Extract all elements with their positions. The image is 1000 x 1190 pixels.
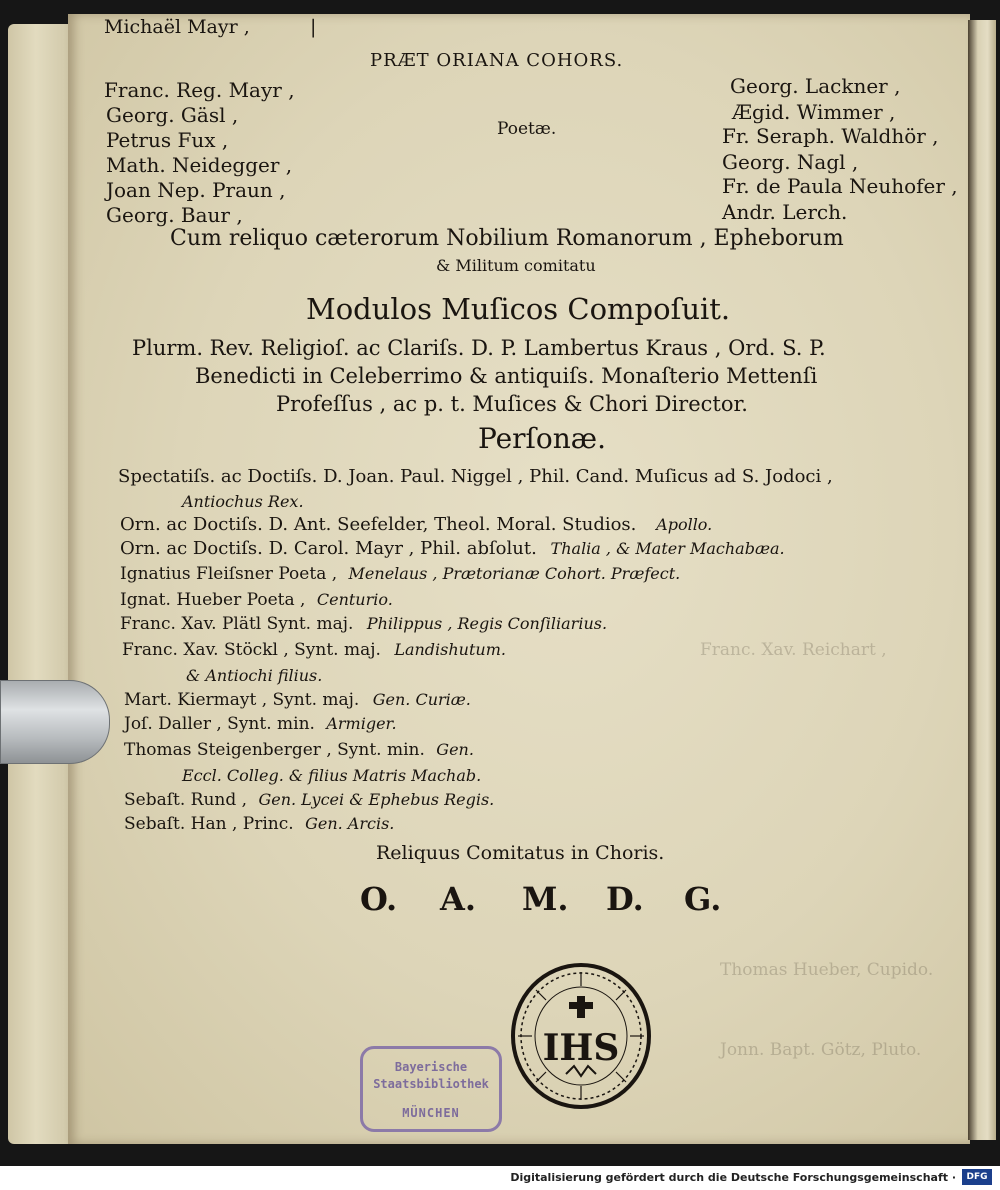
cast-role: Philippus , Regis Conſiliarius.	[366, 614, 608, 633]
show-through-text: Franc. Xav. Reichart ,	[700, 640, 887, 660]
cast-role: Armiger.	[326, 714, 397, 733]
cast-row	[124, 814, 394, 834]
header-rule: |	[310, 16, 317, 38]
page-fore-edge	[968, 20, 996, 1140]
cast-role: Gen. Curiæ.	[372, 690, 471, 709]
cast-actor: Joſ. Daller , Synt. min.	[124, 714, 315, 734]
cast-actor: Orn. ac Doctiſs. D. Ant. Seefelder, Theol. Moral. Studios.	[120, 514, 637, 535]
cast-actor: Sebaſt. Han , Princ.	[124, 814, 294, 834]
cast-row	[124, 714, 397, 734]
oamdg-letter: O.	[360, 880, 398, 918]
poetae-label: Poetæ.	[497, 119, 557, 139]
oamdg-letter: D.	[606, 880, 644, 918]
running-header: Michaël Mayr ,	[104, 16, 250, 38]
cast-row	[120, 564, 680, 584]
list-item: Fr. Seraph. Waldhör ,	[722, 124, 939, 148]
cast-role: Eccl. Colleg. & filius Matris Machab.	[182, 766, 482, 785]
cohort-title: PRÆT ORIANA COHORS.	[370, 50, 624, 71]
cast-row	[120, 590, 393, 610]
footer-bar	[0, 1166, 1000, 1190]
cast-actor: Ignat. Hueber Poeta ,	[120, 590, 306, 610]
cast-row	[120, 514, 712, 535]
cast-row	[124, 690, 471, 710]
cast-role: Gen. Lycei & Ephebus Regis.	[258, 790, 495, 809]
cast-role: Landishutum.	[394, 640, 506, 659]
list-item: Math. Neidegger ,	[106, 153, 293, 177]
cast-role: Gen. Arcis.	[305, 814, 395, 833]
stamp-line: Bayerische	[394, 1060, 468, 1074]
list-item: Ægid. Wimmer ,	[732, 100, 896, 124]
page-clip	[0, 680, 110, 764]
show-through-text: Thomas Hueber, Cupido.	[720, 960, 934, 980]
list-item: Georg. Baur ,	[106, 203, 243, 227]
cast-actor: Franc. Xav. Stöckl , Synt. maj.	[122, 640, 381, 660]
cast-row	[118, 466, 833, 487]
oamdg-letter: G.	[684, 880, 722, 918]
choris-line: Reliquus Comitatus in Choris.	[376, 842, 665, 864]
cast-actor: Mart. Kiermayt , Synt. maj.	[124, 690, 360, 710]
personae-title: Perſonæ.	[478, 422, 607, 455]
composer-line: Benedicti in Celeberrimo & antiquiſs. Monaſterio Mettenſi	[195, 364, 818, 388]
cast-role: Centurio.	[316, 590, 393, 609]
cast-actor: Thomas Steigenberger , Synt. min.	[124, 740, 425, 760]
list-item: Joan Nep. Praun ,	[106, 178, 286, 202]
list-item: Georg. Gäsl ,	[106, 103, 239, 127]
cast-actor: Franc. Xav. Plätl Synt. maj.	[120, 614, 354, 634]
cast-actor: Ignatius Fleiſsner Poeta ,	[120, 564, 338, 584]
stamp-line: Staatsbibliothek	[373, 1077, 489, 1091]
cast-role: Apollo.	[656, 515, 713, 534]
cast-row	[120, 614, 607, 634]
list-item: Petrus Fux ,	[106, 128, 229, 152]
composer-line: Plurm. Rev. Religioſ. ac Clariſs. D. P. Lambertus Kraus , Ord. S. P.	[132, 336, 826, 360]
list-item: Franc. Reg. Mayr ,	[104, 78, 295, 102]
stamp-city: MÜNCHEN	[402, 1106, 460, 1120]
cast-row	[122, 640, 506, 660]
dfg-logo[interactable]: DFG	[962, 1169, 992, 1185]
comitatu-line: Cum reliquo cæterorum Nobilium Romanorum , Epheborum	[170, 226, 844, 251]
cast-actor: Spectatiſs. ac Doctiſs. D. Joan. Paul. Niggel , Phil. Cand. Muſicus ad S. Jodoci ,	[118, 466, 833, 487]
ihs-seal	[510, 962, 652, 1110]
footer-credit: Digitalisierung gefördert durch die Deutsche Forschungsgemeinschaft ·	[510, 1171, 956, 1184]
list-item: Georg. Nagl ,	[722, 150, 859, 174]
cast-row	[120, 538, 785, 559]
cast-actor: Sebaſt. Rund ,	[124, 790, 248, 810]
library-stamp	[360, 1046, 502, 1132]
oamdg-letter: M.	[522, 880, 569, 918]
list-item: Andr. Lerch.	[722, 200, 848, 224]
cast-role: Thalia , & Mater Machabæa.	[550, 539, 785, 558]
cast-role: & Antiochi filius.	[186, 666, 323, 685]
comitatu-subline: & Militum comitatu	[436, 256, 596, 275]
modulos-title: Modulos Muſicos Compoſuit.	[306, 292, 731, 326]
cast-row	[124, 790, 494, 810]
cast-role: Menelaus , Prætorianæ Cohort. Præfect.	[348, 564, 681, 583]
composer-line: Profeſſus , ac p. t. Muſices & Chori Director.	[276, 392, 748, 416]
cast-role: Antiochus Rex.	[182, 492, 304, 511]
cast-role: Gen.	[436, 740, 474, 759]
cast-row	[124, 740, 474, 760]
cast-actor: Orn. ac Doctiſs. D. Carol. Mayr , Phil. abſolut.	[120, 538, 537, 559]
ihs-seal-graphic	[510, 962, 652, 1110]
list-item: Fr. de Paula Neuhofer ,	[722, 174, 958, 198]
seal-monogram: IHS	[542, 1027, 620, 1069]
oamdg-letter: A.	[440, 880, 476, 918]
show-through-text: Jonn. Bapt. Götz, Pluto.	[720, 1040, 922, 1060]
list-item: Georg. Lackner ,	[730, 74, 901, 98]
